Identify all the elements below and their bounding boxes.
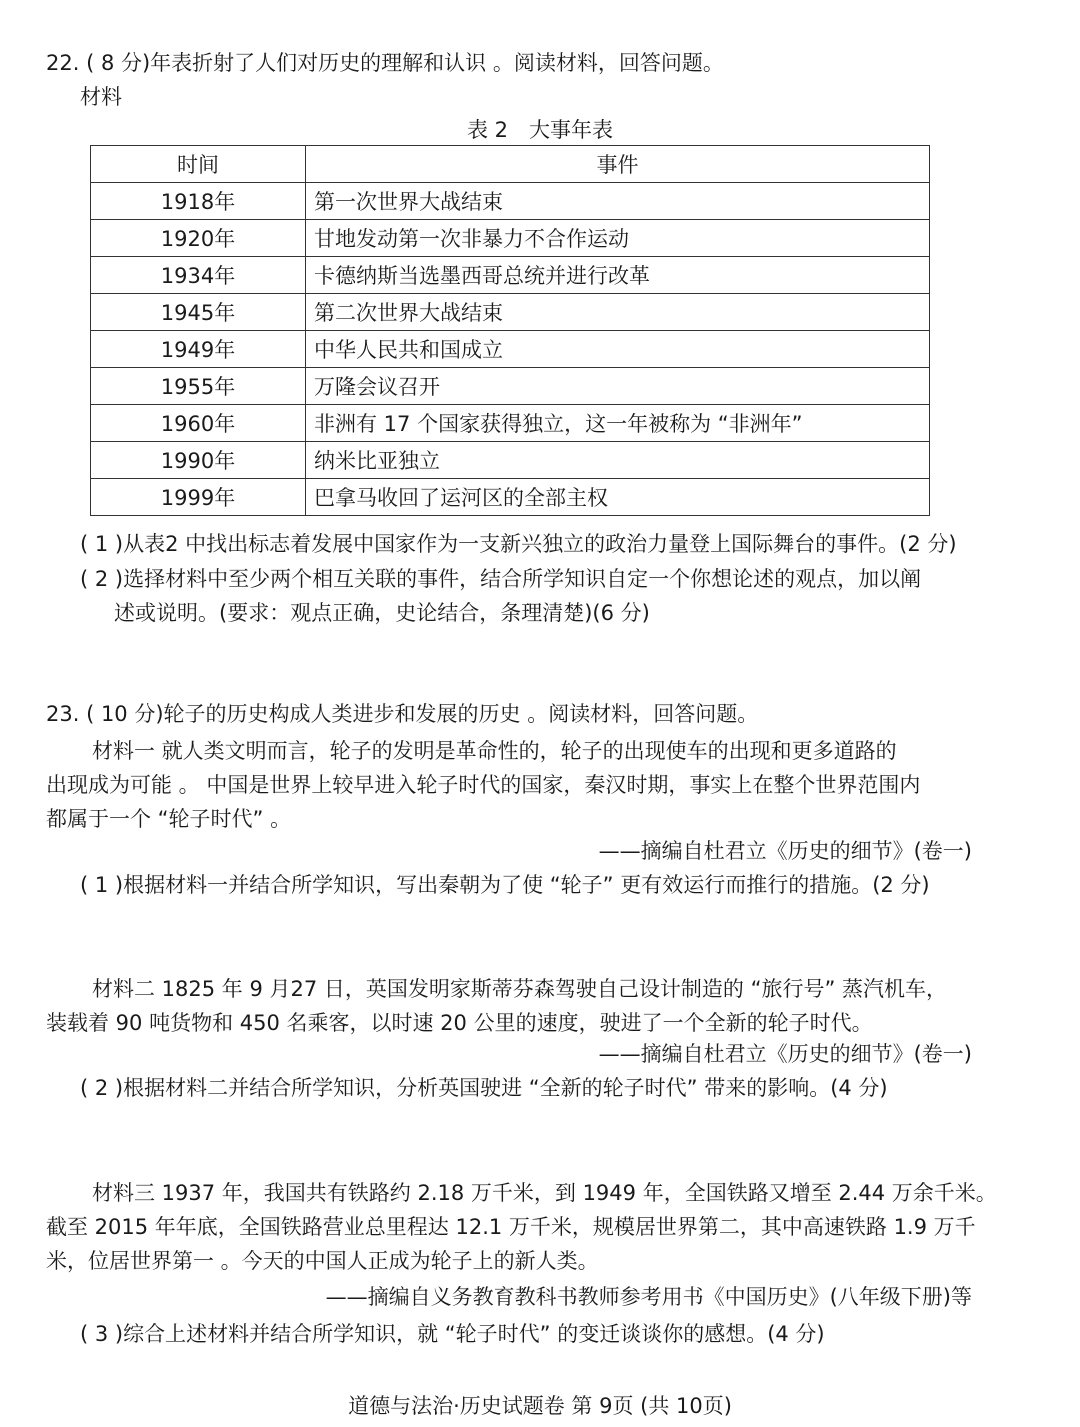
row-year: 1934年 <box>91 257 306 294</box>
material-1-line-1: 材料一 就人类文明而言，轮子的发明是革命性的，轮子的出现使车的出现和更多道路的 <box>92 739 897 763</box>
q22-material-label: 材料 <box>80 85 122 109</box>
q22-subquestion-2-line-2: 述或说明。(要求：观点正确，史论结合，条理清楚)(6 分) <box>114 601 650 625</box>
row-event: 第二次世界大战结束 <box>306 294 930 331</box>
row-year: 1999年 <box>91 479 306 516</box>
table-header-row <box>91 146 930 183</box>
table-row <box>91 368 930 405</box>
row-year: 1918年 <box>91 183 306 220</box>
row-year: 1960年 <box>91 405 306 442</box>
page-footer: 道德与法治·历史试题卷 第 9页 (共 10页) <box>348 1394 732 1418</box>
row-year: 1990年 <box>91 442 306 479</box>
row-event: 甘地发动第一次非暴力不合作运动 <box>306 220 930 257</box>
q23-subquestion-3: ( 3 )综合上述材料并结合所学知识，就 “轮子时代” 的变迁谈谈你的感想。(4 分) <box>80 1322 825 1346</box>
material-1-line-3: 都属于一个 “轮子时代” 。 <box>46 807 292 831</box>
table-row <box>91 405 930 442</box>
row-event: 非洲有 17 个国家获得独立，这一年被称为 “非洲年” <box>306 405 930 442</box>
row-year: 1920年 <box>91 220 306 257</box>
table-row <box>91 294 930 331</box>
q22-subquestion-2-line-1: ( 2 )选择材料中至少两个相互关联的事件，结合所学知识自定一个你想论述的观点，加以阐 <box>80 567 922 591</box>
table-row <box>91 220 930 257</box>
row-event: 卡德纳斯当选墨西哥总统并进行改革 <box>306 257 930 294</box>
q23-stem: 23. ( 10 分)轮子的历史构成人类进步和发展的历史 。阅读材料，回答问题。 <box>46 702 759 726</box>
material-2-source: ——摘编自杜君立《历史的细节》(卷一) <box>598 1042 972 1066</box>
table-title: 表 2 大事年表 <box>466 118 614 142</box>
table-row <box>91 257 930 294</box>
q23-subquestion-1: ( 1 )根据材料一并结合所学知识，写出秦朝为了使 “轮子” 更有效运行而推行的措施。(2 分) <box>80 873 930 897</box>
row-year: 1949年 <box>91 331 306 368</box>
table-row <box>91 331 930 368</box>
row-event: 纳米比亚独立 <box>306 442 930 479</box>
material-3-line-3: 米，位居世界第一 。今天的中国人正成为轮子上的新人类。 <box>46 1249 599 1273</box>
material-1-line-2: 出现成为可能 。 中国是世界上较早进入轮子时代的国家，秦汉时期，事实上在整个世界范围内 <box>46 773 921 797</box>
row-event: 第一次世界大战结束 <box>306 183 930 220</box>
row-event: 中华人民共和国成立 <box>306 331 930 368</box>
row-year: 1945年 <box>91 294 306 331</box>
row-year: 1955年 <box>91 368 306 405</box>
row-event: 万隆会议召开 <box>306 368 930 405</box>
row-event: 巴拿马收回了运河区的全部主权 <box>306 479 930 516</box>
material-3-line-1: 材料三 1937 年，我国共有铁路约 2.18 万千米，到 1949 年，全国铁路又增至 2.44 万余千米。 <box>92 1181 997 1205</box>
material-2-line-1: 材料二 1825 年 9 月27 日，英国发明家斯蒂芬森驾驶自己设计制造的 “旅行号” 蒸汽机车， <box>92 977 948 1001</box>
header-event: 事件 <box>306 146 930 183</box>
q23-subquestion-2: ( 2 )根据材料二并结合所学知识，分析英国驶进 “全新的轮子时代” 带来的影响。(4 分) <box>80 1076 888 1100</box>
material-3-source: ——摘编自义务教育教科书教师参考用书《中国历史》(八年级下册)等 <box>325 1285 972 1309</box>
table-row <box>91 183 930 220</box>
material-1-source: ——摘编自杜君立《历史的细节》(卷一) <box>598 839 972 863</box>
q22-subquestion-1: ( 1 )从表2 中找出标志着发展中国家作为一支新兴独立的政治力量登上国际舞台的事件。(2 分) <box>80 532 957 556</box>
header-time: 时间 <box>91 146 306 183</box>
events-table <box>90 145 930 516</box>
material-3-line-2: 截至 2015 年年底，全国铁路营业总里程达 12.1 万千米，规模居世界第二，其中高速铁路 1.9 万千 <box>46 1215 976 1239</box>
table-row <box>91 479 930 516</box>
material-2-line-2: 装载着 90 吨货物和 450 名乘客，以时速 20 公里的速度，驶进了一个全新的轮子时代。 <box>46 1011 873 1035</box>
q22-stem: 22. ( 8 分)年表折射了人们对历史的理解和认识 。阅读材料，回答问题。 <box>46 51 724 75</box>
table-row <box>91 442 930 479</box>
